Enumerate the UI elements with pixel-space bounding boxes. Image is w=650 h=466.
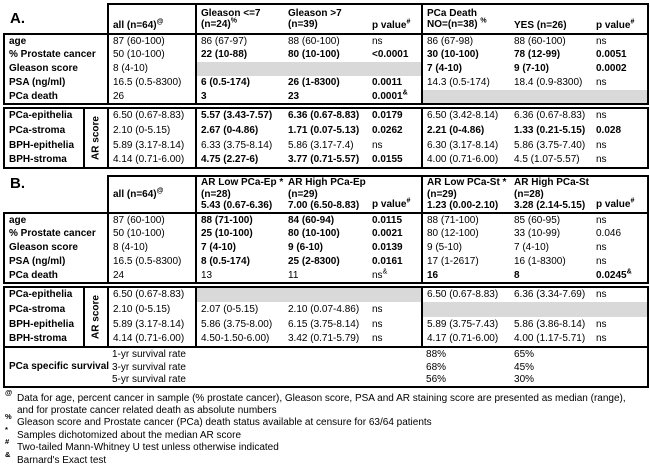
cell: 86 (67-97) bbox=[196, 34, 284, 48]
cell: ns bbox=[592, 241, 648, 255]
cell: 8 (4-10) bbox=[108, 62, 196, 76]
cell: ns bbox=[592, 213, 648, 227]
cell: ns bbox=[368, 332, 422, 347]
cell: ns bbox=[592, 255, 648, 269]
col-header-pvalue-1: p value# bbox=[368, 176, 422, 213]
row-label: BPH-stroma bbox=[4, 332, 84, 347]
table-row bbox=[4, 48, 648, 62]
cell: 80 (10-100) bbox=[284, 48, 368, 62]
cell: 6.50 (3.42-8.14) bbox=[422, 108, 510, 123]
shaded-cell bbox=[196, 287, 422, 302]
col-header-gleason-le7: Gleason <=7 (n=24)% bbox=[196, 4, 284, 34]
cell: ns bbox=[592, 76, 648, 90]
cell: 2.10 (0-5.15) bbox=[108, 302, 196, 317]
survival-section-label: PCa specific survival bbox=[4, 348, 108, 387]
footnote bbox=[5, 455, 647, 466]
footnote bbox=[5, 417, 647, 429]
cell: 6.36 (0.67-8.83) bbox=[510, 108, 592, 123]
cell: 1.71 (0.07-5.13) bbox=[284, 123, 368, 138]
cell: 3.42 (0.71-5.79) bbox=[284, 332, 368, 347]
ar-score-axis-label: AR score bbox=[84, 108, 108, 168]
table-a bbox=[3, 3, 649, 105]
cell: 8 bbox=[510, 269, 592, 283]
table-row bbox=[4, 348, 648, 361]
spacer bbox=[196, 348, 422, 361]
panel-a-label: A. bbox=[4, 4, 108, 34]
table-b bbox=[3, 175, 649, 284]
row-label: PSA (ng/ml) bbox=[4, 76, 108, 90]
cell: 5.86 (3.75-7.40) bbox=[510, 138, 592, 153]
cell: 5.86 (3.86-8.14) bbox=[510, 317, 592, 332]
cell: 9 (6-10) bbox=[284, 241, 368, 255]
row-label: PCa death bbox=[4, 269, 108, 283]
cell: 13 bbox=[196, 269, 284, 283]
cell: 25 (2-8300) bbox=[284, 255, 368, 269]
cell: 5.89 (3.75-7.43) bbox=[422, 317, 510, 332]
spacer bbox=[196, 361, 422, 374]
cell: 6.30 (3.17-8.14) bbox=[422, 138, 510, 153]
cell: 2.10 (0.07-4.86) bbox=[284, 302, 368, 317]
cell: 16 bbox=[422, 269, 510, 283]
cell: 4.50-1.50-6.00) bbox=[196, 332, 284, 347]
col-header-ar-high-st: AR High PCa-St (n=28) 3.28 (2.14-5.15) bbox=[510, 176, 592, 213]
cell: ns bbox=[592, 108, 648, 123]
col-header-pvalue-1: p value# bbox=[368, 4, 422, 34]
cell: 5.86 (3.75-8.00) bbox=[196, 317, 284, 332]
cell: ns bbox=[592, 138, 648, 153]
footnote bbox=[5, 393, 647, 416]
row-label: Gleason score bbox=[4, 241, 108, 255]
cell: 14.3 (0.5-174) bbox=[422, 76, 510, 90]
footnote-symbol: # bbox=[5, 442, 17, 454]
cell: 0.0115 bbox=[368, 213, 422, 227]
table-row bbox=[4, 227, 648, 241]
cell: 1.33 (0.21-5.15) bbox=[510, 123, 592, 138]
cell: 0.0179 bbox=[368, 108, 422, 123]
row-label: PCa-stroma bbox=[4, 123, 84, 138]
cell: 88 (71-100) bbox=[422, 213, 510, 227]
cell: 65% bbox=[510, 348, 592, 361]
spacer bbox=[592, 348, 648, 361]
footnote-symbol: @ bbox=[5, 393, 17, 416]
cell: 85 (60-95) bbox=[510, 213, 592, 227]
cell: 7 (4-10) bbox=[422, 62, 510, 76]
cell: 50 (10-100) bbox=[108, 227, 196, 241]
cell: 0.0002 bbox=[592, 62, 648, 76]
cell: 8 (4-10) bbox=[108, 241, 196, 255]
cell: 8 (0.5-174) bbox=[196, 255, 284, 269]
footnote-text: Samples dichotomized about the median AR score bbox=[17, 430, 243, 442]
cell: ns bbox=[592, 287, 648, 302]
col-header-gleason-gt7: Gleason >7 (n=39) bbox=[284, 4, 368, 34]
table-row bbox=[4, 241, 648, 255]
cell: 0.0155 bbox=[368, 153, 422, 168]
cell: 30 (10-100) bbox=[422, 48, 510, 62]
cell: 4.75 (2.27-6) bbox=[196, 153, 284, 168]
footnote bbox=[5, 442, 647, 454]
row-label: % Prostate cancer bbox=[4, 48, 108, 62]
cell: 0.0011 bbox=[368, 76, 422, 90]
col-header-pvalue-2: p value# bbox=[592, 176, 648, 213]
shaded-cell bbox=[422, 90, 648, 104]
cell: 87 (60-100) bbox=[108, 213, 196, 227]
cell: ns bbox=[592, 34, 648, 48]
cell: 16 (1-8300) bbox=[510, 255, 592, 269]
cell: 0.0245& bbox=[592, 269, 648, 283]
cell: 5.89 (3.17-8.14) bbox=[108, 317, 196, 332]
cell: 0.0051 bbox=[592, 48, 648, 62]
table-row bbox=[4, 76, 648, 90]
cell: 88 (60-100) bbox=[510, 34, 592, 48]
cell: 16.5 (0.5-8300) bbox=[108, 76, 196, 90]
table-a-ar bbox=[3, 107, 649, 169]
cell: 6 (0.5-174) bbox=[196, 76, 284, 90]
row-label: PCa-epithelia bbox=[4, 287, 84, 302]
cell: ns& bbox=[368, 269, 422, 283]
col-header-all: all (n=64)@ bbox=[108, 4, 196, 34]
cell: 25 (10-100) bbox=[196, 227, 284, 241]
cell: ns bbox=[368, 302, 422, 317]
cell: 18.4 (0.9-8300) bbox=[510, 76, 592, 90]
cell: 6.36 (3.34-7.69) bbox=[510, 287, 592, 302]
cell: 0.046 bbox=[592, 227, 648, 241]
cell: 50 (10-100) bbox=[108, 48, 196, 62]
cell: ns bbox=[368, 138, 422, 153]
cell: 2.21 (0-4.86) bbox=[422, 123, 510, 138]
col-header-all: all (n=64)@ bbox=[108, 176, 196, 213]
cell: 6.50 (0.67-8.83) bbox=[422, 287, 510, 302]
cell: ns bbox=[592, 332, 648, 347]
cell: 80 (12-100) bbox=[422, 227, 510, 241]
cell: 4.5 (1.07-5.57) bbox=[510, 153, 592, 168]
cell: 9 (5-10) bbox=[422, 241, 510, 255]
row-label: BPH-epithelia bbox=[4, 317, 84, 332]
cell: 5.86 (3.17-7.4) bbox=[284, 138, 368, 153]
cell: 78 (12-99) bbox=[510, 48, 592, 62]
cell: 7 (4-10) bbox=[196, 241, 284, 255]
footnotes bbox=[3, 393, 647, 466]
footnote-symbol: % bbox=[5, 417, 17, 429]
survival-period: 3-yr survival rate bbox=[108, 361, 196, 374]
cell: 3 bbox=[196, 90, 284, 104]
cell: 0.0161 bbox=[368, 255, 422, 269]
row-label: age bbox=[4, 34, 108, 48]
panel-b-label: B. bbox=[4, 176, 108, 213]
cell: 6.50 (0.67-8.83) bbox=[108, 287, 196, 302]
footnote-text: Data for age, percent cancer in sample (% prostate cancer), Gleason score, PSA and AR staining score are presented as median (range), and for prostate cancer related death as absolute numbers bbox=[17, 393, 647, 416]
cell: 0.0001& bbox=[368, 90, 422, 104]
row-label: Gleason score bbox=[4, 62, 108, 76]
spacer bbox=[592, 374, 648, 387]
footnote-text: Barnard's Exact test bbox=[17, 455, 108, 466]
cell: 6.33 (3.75-8.14) bbox=[196, 138, 284, 153]
cell: 26 bbox=[108, 90, 196, 104]
col-header-pvalue-2: p value# bbox=[592, 4, 648, 34]
cell: 2.07 (0-5.15) bbox=[196, 302, 284, 317]
row-label: PSA (ng/ml) bbox=[4, 255, 108, 269]
row-label: age bbox=[4, 213, 108, 227]
survival-period: 1-yr survival rate bbox=[108, 348, 196, 361]
spacer bbox=[196, 374, 422, 387]
cell: 45% bbox=[510, 361, 592, 374]
cell: 87 (60-100) bbox=[108, 34, 196, 48]
table-row bbox=[4, 62, 648, 76]
cell: 6.50 (0.67-8.83) bbox=[108, 108, 196, 123]
row-label: BPH-stroma bbox=[4, 153, 84, 168]
row-label: PCa-stroma bbox=[4, 302, 84, 317]
cell: 0.0139 bbox=[368, 241, 422, 255]
table-b-header-row bbox=[4, 176, 648, 213]
cell: 86 (67-98) bbox=[422, 34, 510, 48]
cell: 0.0262 bbox=[368, 123, 422, 138]
cell: 4.00 (1.17-5.71) bbox=[510, 332, 592, 347]
survival-period: 5-yr survival rate bbox=[108, 374, 196, 387]
footnote-symbol: * bbox=[5, 430, 17, 442]
ar-score-axis-label: AR score bbox=[84, 287, 108, 347]
cell: 23 bbox=[284, 90, 368, 104]
cell: 33 (10-99) bbox=[510, 227, 592, 241]
col-header-pca-death-no: PCa Death NO=(n=38) % bbox=[422, 4, 510, 34]
row-label: PCa-epithelia bbox=[4, 108, 84, 123]
cell: 4.17 (0.71-6.00) bbox=[422, 332, 510, 347]
cell: 2.10 (0-5.15) bbox=[108, 123, 196, 138]
cell: 11 bbox=[284, 269, 368, 283]
cell: 17 (1-2617) bbox=[422, 255, 510, 269]
cell: 7 (4-10) bbox=[510, 241, 592, 255]
row-label: % Prostate cancer bbox=[4, 227, 108, 241]
cell: 2.67 (0-4.86) bbox=[196, 123, 284, 138]
cell: 26 (1-8300) bbox=[284, 76, 368, 90]
cell: ns bbox=[592, 317, 648, 332]
cell: 22 (10-88) bbox=[196, 48, 284, 62]
table-b-ar bbox=[3, 286, 649, 348]
cell: 88 (71-100) bbox=[196, 213, 284, 227]
footnote-text: Gleason score and Prostate cancer (PCa) death status available at censure for 63/64 patients bbox=[17, 417, 434, 429]
cell: 9 (7-10) bbox=[510, 62, 592, 76]
col-header-pca-death-yes: YES (n=26) bbox=[510, 4, 592, 34]
shaded-cell bbox=[196, 62, 422, 76]
cell: 0.0021 bbox=[368, 227, 422, 241]
cell: ns bbox=[592, 153, 648, 168]
table-row bbox=[4, 255, 648, 269]
col-header-ar-low-ep: AR Low PCa-Ep * (n=28) 5.43 (0.67-6.36) bbox=[196, 176, 284, 213]
cell: ns bbox=[368, 317, 422, 332]
table-row bbox=[4, 34, 648, 48]
cell: <0.0001 bbox=[368, 48, 422, 62]
cell: 0.028 bbox=[592, 123, 648, 138]
table-row bbox=[4, 213, 648, 227]
footnote-text: Two-tailed Mann-Whitney U test unless otherwise indicated bbox=[17, 442, 281, 454]
cell: 24 bbox=[108, 269, 196, 283]
cell: 88 (60-100) bbox=[284, 34, 368, 48]
spacer bbox=[592, 361, 648, 374]
cell: 16.5 (0.5-8300) bbox=[108, 255, 196, 269]
cell: 56% bbox=[422, 374, 510, 387]
shaded-cell bbox=[422, 302, 648, 317]
cell: ns bbox=[368, 34, 422, 48]
cell: 4.00 (0.71-6.00) bbox=[422, 153, 510, 168]
cell: 80 (10-100) bbox=[284, 227, 368, 241]
cell: 30% bbox=[510, 374, 592, 387]
cell: 88% bbox=[422, 348, 510, 361]
cell: 3.77 (0.71-5.57) bbox=[284, 153, 368, 168]
cell: 6.15 (3.75-8.14) bbox=[284, 317, 368, 332]
cell: 5.89 (3.17-8.14) bbox=[108, 138, 196, 153]
table-row bbox=[4, 108, 648, 123]
cell: 5.57 (3.43-7.57) bbox=[196, 108, 284, 123]
cell: 84 (60-94) bbox=[284, 213, 368, 227]
footnote bbox=[5, 430, 647, 442]
table-row bbox=[4, 287, 648, 302]
row-label: BPH-epithelia bbox=[4, 138, 84, 153]
col-header-ar-low-st: AR Low PCa-St * (n=29) 1.23 (0.00-2.10) bbox=[422, 176, 510, 213]
cell: 68% bbox=[422, 361, 510, 374]
cell: 6.36 (0.67-8.83) bbox=[284, 108, 368, 123]
table-b-survival bbox=[3, 348, 649, 388]
row-label: PCa death bbox=[4, 90, 108, 104]
footnote-symbol: & bbox=[5, 455, 17, 466]
cell: 4.14 (0.71-6.00) bbox=[108, 332, 196, 347]
table-a-header-row bbox=[4, 4, 648, 34]
table-row bbox=[4, 90, 648, 104]
table-row bbox=[4, 269, 648, 283]
col-header-ar-high-ep: AR High PCa-Ep (n=29) 7.00 (6.50-8.83) bbox=[284, 176, 368, 213]
cell: 4.14 (0.71-6.00) bbox=[108, 153, 196, 168]
